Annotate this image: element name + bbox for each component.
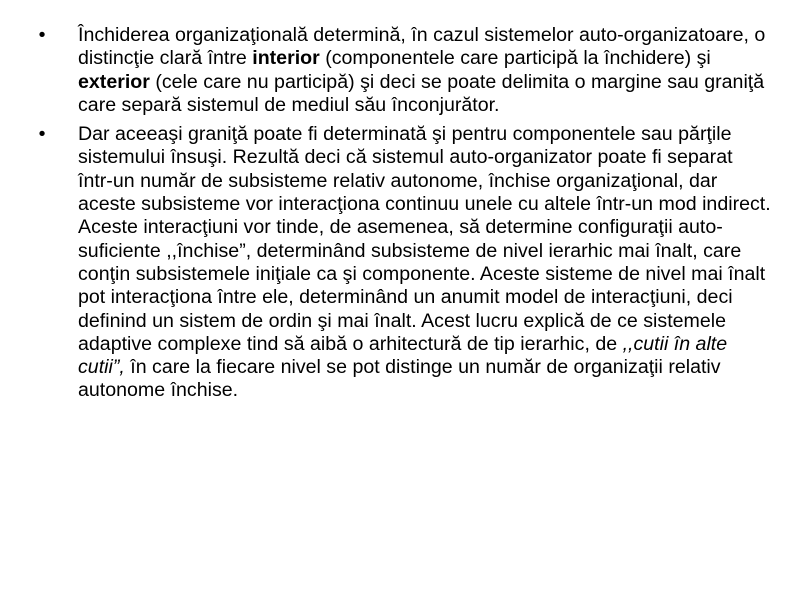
- bullet-list: [36, 24, 772, 409]
- text-segment: în care la fiecare nivel se pot distinge un număr de organizaţii relativ autonome închise.: [78, 356, 721, 402]
- bullet-item-hierarchy: [36, 123, 772, 403]
- text-segment: Dar aceeaşi graniţă poate fi determinată şi pentru componentele sau părţile sistemului însuşi. Rezultă deci că sistemul auto-organizator poate fi separat într-un număr de subsisteme relativ autonome, închise organizaţional, dar aceste subsisteme vor interacţiona continuu unele cu altele într-un mod indirect. Aceste interacţiuni vor tinde, de asemenea, să determine configuraţii auto-suficiente ,,închise”, determinând subsisteme de nivel ierarhic mai înalt, care conţin subsistemele iniţiale ca şi componente. Aceste sisteme de nivel mai înalt pot interacţiona între ele, determinând un anumit model de interacţiuni, deci definind un sistem de ordin şi mai înalt. Acest lucru explică de ce sistemele adaptive complexe tind să aibă o arhitectură de tip ierarhic, de: [78, 123, 771, 355]
- term-exterior: exterior: [78, 70, 150, 93]
- bullet-text: [78, 123, 771, 401]
- bullet-item-closure: [36, 24, 772, 117]
- bullet-icon: •: [38, 24, 46, 46]
- term-interior: interior: [252, 47, 320, 70]
- emphasis-boxes-in-boxes: ,,cutii în alte cutii”,: [78, 332, 728, 379]
- text-segment: Închiderea organizaţională determină, în cazul sistemelor auto-organizatoare, o distincţie clară între: [78, 24, 766, 70]
- bullet-icon: •: [38, 123, 46, 146]
- bullet-text: [78, 24, 765, 116]
- text-segment: (cele care nu participă) şi deci se poate delimita o margine sau graniţă care separă sistemul de mediul său înconjurător.: [78, 70, 765, 116]
- text-segment: (componentele care participă la închidere) şi: [319, 47, 711, 70]
